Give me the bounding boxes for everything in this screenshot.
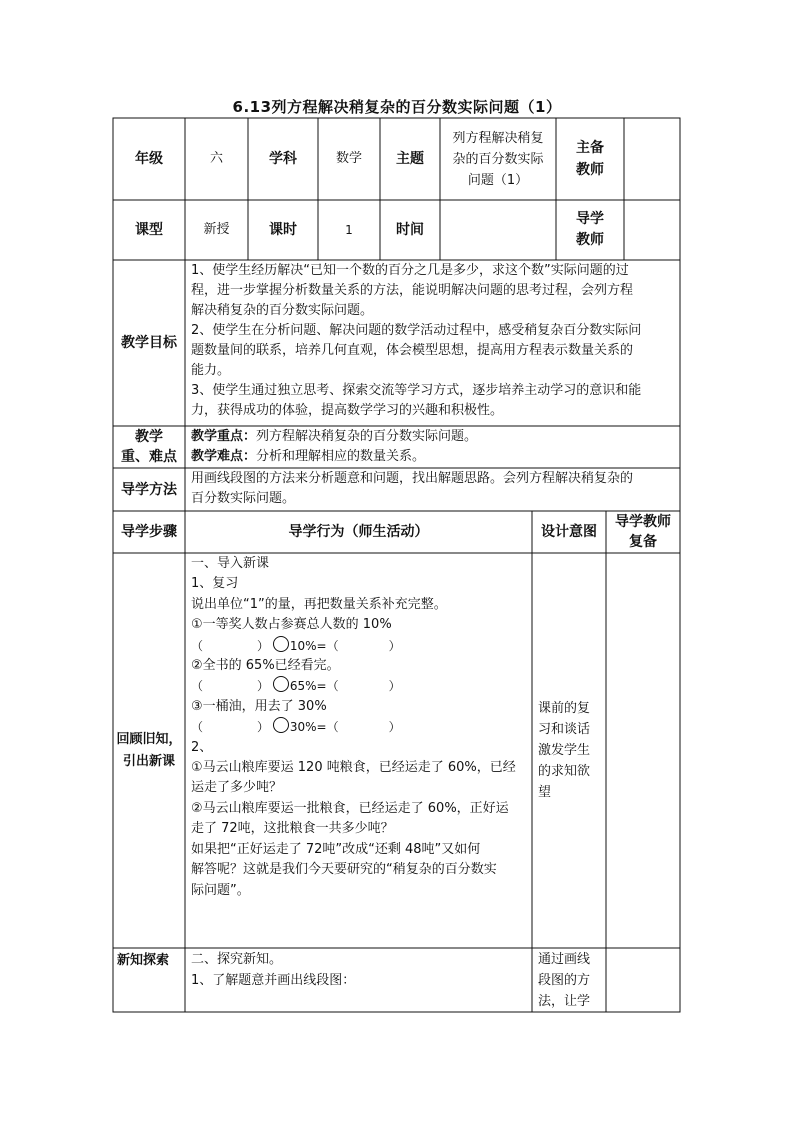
- text-line: 际问题”。: [191, 882, 250, 898]
- subject-value: 数学: [335, 151, 362, 166]
- intent-line: 段图的方: [538, 973, 591, 988]
- keypoints-content: [185, 426, 680, 468]
- fill-blank-row: [191, 676, 526, 696]
- topic-value: [440, 118, 556, 200]
- keypoints-label-2: 重、难点: [121, 449, 177, 465]
- operator-circle-icon: [273, 676, 289, 692]
- objectives-label: 教学目标: [121, 335, 177, 351]
- section1-label: [113, 553, 185, 948]
- text-line: 如果把“正好运走了 72吨”改成“还剩 48吨”又如何: [191, 841, 481, 857]
- objective-line: 1、使学生经历解决“已知一个数的百分之几是多少，求这个数”实际问题的过: [191, 263, 629, 278]
- fill-blank-row: [191, 636, 526, 656]
- time-label: 时间: [396, 222, 424, 238]
- section2-label: 新知探索: [117, 953, 170, 968]
- lead-teacher-label-1: 主备: [576, 140, 604, 156]
- text-line: 2、: [191, 739, 213, 755]
- section2-content: [185, 948, 532, 1012]
- text-line: 1、了解题意并画出线段图：: [191, 973, 356, 988]
- topic-line-1: 列方程解决稍复: [452, 130, 544, 146]
- lesson-type-label: 课型: [135, 222, 163, 238]
- text-line: 二、探究新知。: [191, 952, 283, 967]
- topic-line-3: 问题（1）: [467, 172, 529, 188]
- periods-label: 课时: [269, 222, 297, 238]
- guide-teacher-label-1: 导学: [576, 211, 604, 227]
- text-line: ①一等奖人数占参赛总人数的 10%: [191, 617, 392, 633]
- intent-line: 习和谈话: [538, 722, 591, 737]
- guide-teacher-label: [556, 200, 624, 260]
- method-label: 导学方法: [121, 481, 177, 498]
- time-value: [440, 200, 556, 260]
- grade-value: 六: [209, 151, 223, 166]
- guide-teacher-label-2: 教师: [576, 232, 604, 248]
- intent-line: 法，让学: [538, 994, 591, 1009]
- lesson-type-value: 新授: [203, 222, 230, 237]
- blank-paren-close: ）: [388, 679, 401, 694]
- blank-paren-open: （: [191, 720, 204, 735]
- text-line: 运走了多少吨？: [191, 780, 283, 796]
- topic-label: 主题: [396, 151, 424, 167]
- method-line: 百分数实际问题。: [191, 491, 296, 506]
- intent-line: 通过画线: [538, 952, 591, 967]
- intent-line: 的求知欲: [538, 764, 591, 779]
- section1-content: [185, 553, 532, 948]
- section1-label-1: 回顾旧知，: [116, 731, 182, 747]
- section2-intent: [532, 948, 606, 1012]
- text-line: ②全书的 65%已经看完。: [191, 658, 340, 674]
- objective-line: 题数量间的联系，培养几何直观，体会模型思想，提高用方程表示数量关系的: [191, 343, 634, 358]
- periods-value: 1: [345, 223, 353, 237]
- objective-line: 力，获得成功的体验，提高数学学习的兴趣和积极性。: [191, 403, 504, 418]
- intent-line: 激发学生: [538, 743, 591, 758]
- objective-line: 解决稍复杂的百分数实际问题。: [191, 303, 374, 318]
- guide-teacher-value: [624, 200, 680, 260]
- review-header-2: 复备: [629, 534, 657, 550]
- blank-paren-close: ）: [257, 679, 270, 694]
- topic-line-2: 杂的百分数实际: [452, 151, 544, 167]
- text-line: 一、导入新课: [191, 556, 270, 571]
- blank-paren-open: （: [191, 679, 204, 694]
- objective-line: 3、使学生通过独立思考、探索交流等学习方式，逐步培养主动学习的意识和能: [191, 383, 642, 398]
- subject-label: 学科: [269, 151, 297, 167]
- text-line: 说出单位“1”的量，再把数量关系补充完整。: [191, 596, 447, 612]
- text-line: ①马云山粮库要运 120 吨粮食，已经运走了 60%，已经: [191, 760, 516, 776]
- text-line: 1、复习: [191, 576, 239, 592]
- difficulty-text: 分析和理解相应的数量关系。: [256, 449, 426, 464]
- text-line: ③一桶油，用去了 30%: [191, 698, 327, 714]
- section1-label-2: 引出新课: [122, 753, 175, 769]
- actions-header: 导学行为（师生活动）: [288, 524, 429, 540]
- review-header: [606, 511, 680, 553]
- operator-circle-icon: [273, 717, 289, 733]
- text-line: ②马云山粮库要运一批粮食，已经运走了 60%，正好运: [191, 800, 509, 816]
- steps-header: 导学步骤: [121, 524, 177, 540]
- keypoints-label-1: 教学: [135, 429, 163, 445]
- objective-line: 2、使学生在分析问题、解决问题的数学活动过程中，感受稍复杂百分数实际问: [191, 323, 642, 338]
- section1-intent: [532, 553, 606, 948]
- objectives-content: [185, 260, 680, 426]
- fill-blank-row: [191, 717, 526, 737]
- lead-teacher-label-2: 教师: [576, 162, 604, 178]
- review-header-1: 导学教师: [615, 514, 671, 530]
- blank-paren-close: ）: [257, 638, 270, 653]
- key-point-label: 教学重点：: [191, 429, 257, 444]
- intent-header: 设计意图: [541, 524, 597, 540]
- keypoints-label: [113, 426, 185, 468]
- blank-equation: 65%=（: [289, 679, 339, 694]
- text-line: 解答呢？这就是我们今天要研究的“稍复杂的百分数实: [191, 862, 497, 878]
- document-title: 6.13列方程解决稍复杂的百分数实际问题（1）: [232, 98, 562, 116]
- method-content: [185, 468, 680, 511]
- lead-teacher-value: [624, 118, 680, 200]
- blank-paren-open: （: [191, 638, 204, 653]
- objective-line: 程，进一步掌握分析数量关系的方法，能说明解决问题的思考过程，会列方程: [191, 283, 634, 298]
- intent-line: 课前的复: [538, 701, 591, 716]
- blank-equation: 30%=（: [289, 720, 339, 735]
- objective-line: 能力。: [191, 363, 231, 378]
- blank-paren-close: ）: [388, 638, 401, 653]
- method-line: 用画线段图的方法来分析题意和问题，找出解题思路。会列方程解决稍复杂的: [191, 471, 634, 486]
- blank-paren-close: ）: [257, 720, 270, 735]
- blank-paren-close: ）: [388, 720, 401, 735]
- intent-line: 望: [538, 785, 552, 800]
- blank-equation: 10%=（: [289, 638, 339, 653]
- difficulty-label: 教学难点：: [191, 449, 257, 464]
- lead-teacher-label: [556, 118, 624, 200]
- operator-circle-icon: [273, 636, 289, 652]
- key-point-text: 列方程解决稍复杂的百分数实际问题。: [256, 429, 478, 444]
- text-line: 走了 72吨，这批粮食一共多少吨？: [191, 821, 394, 837]
- grade-label: 年级: [135, 151, 163, 167]
